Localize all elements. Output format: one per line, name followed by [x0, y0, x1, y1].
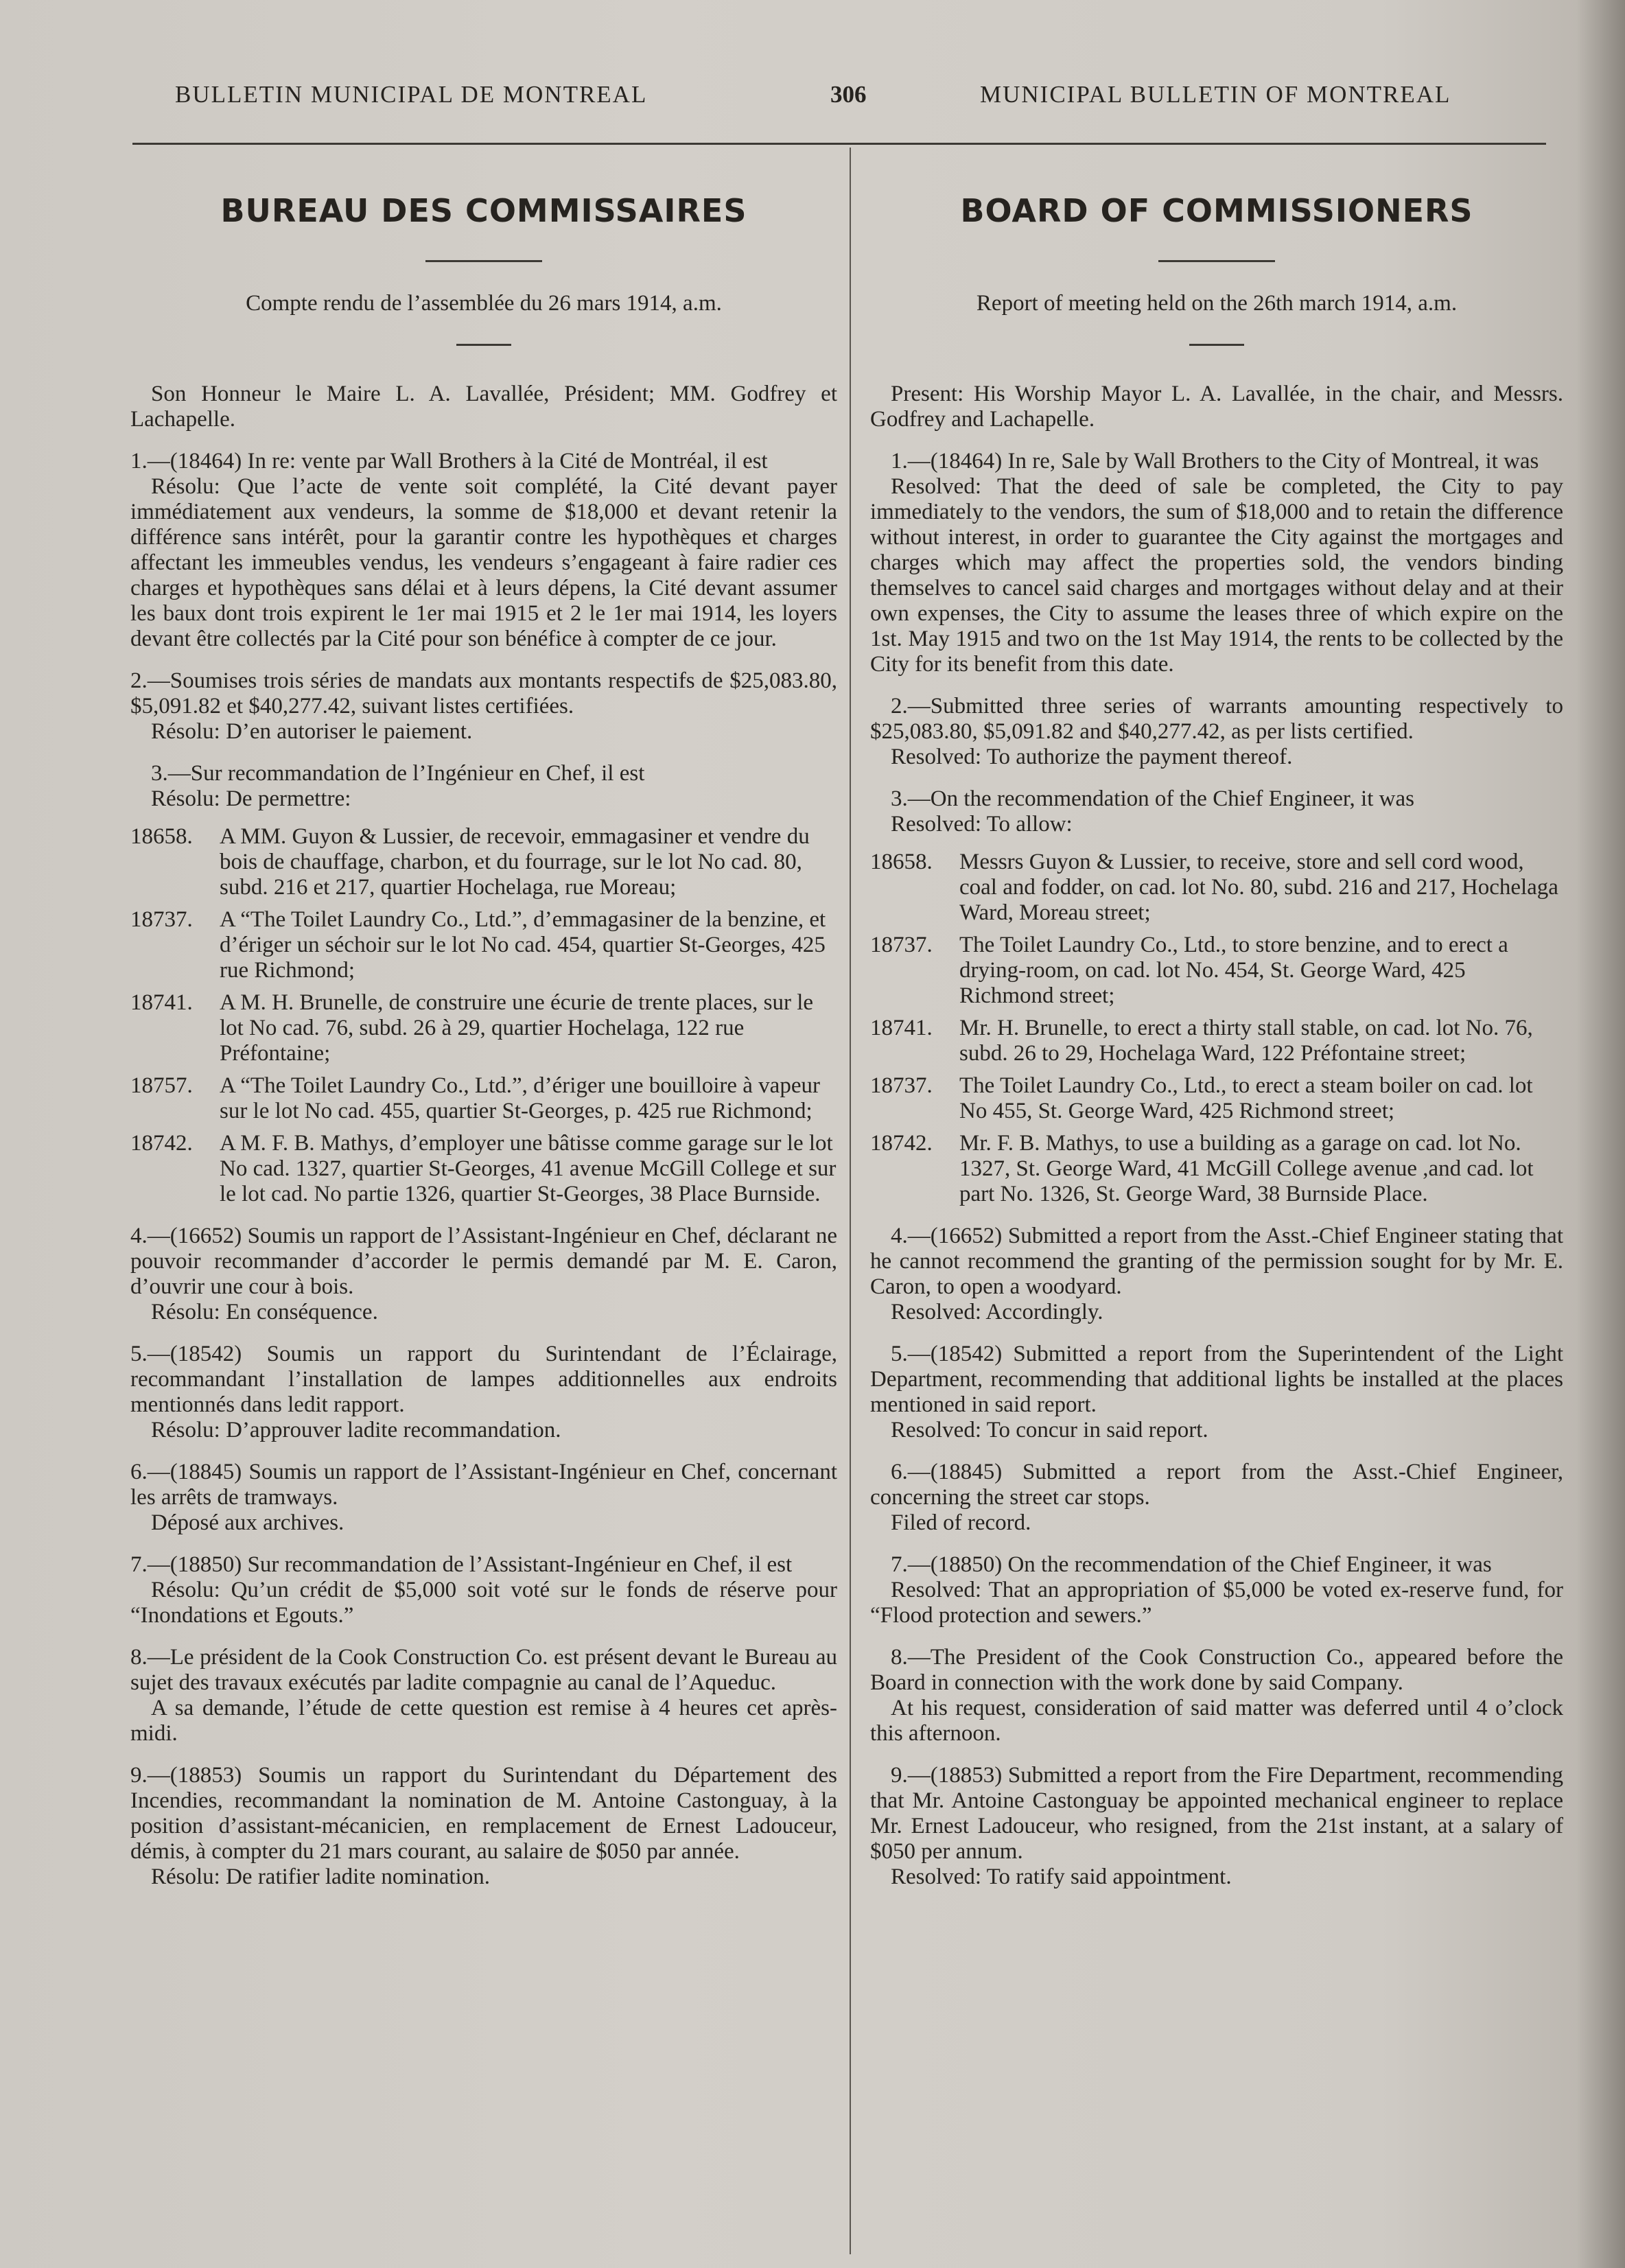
- french-item-2: 2.—Soumises trois séries de mandats aux montants respectifs de $25,083.80, $5,091.82 et $40,277.42, suivant listes certifiées.: [130, 668, 837, 718]
- permit-text: Mr. H. Brunelle, to erect a thirty stall stable, on cad. lot No. 76, subd. 26 to 29, Hochelaga Ward, 122 Préfontaine street;: [959, 1016, 1533, 1066]
- english-item-7: 7.—(18850) On the recommendation of the Chief Engineer, it was: [891, 1552, 1492, 1577]
- french-present: Son Honneur le Maire L. A. Lavallée, Président; MM. Godfrey et Lachapelle.: [130, 382, 837, 432]
- english-item-4-resolution: Resolved: Accordingly.: [891, 1300, 1103, 1324]
- english-item-3-resolution: Resolved: To allow:: [891, 812, 1073, 837]
- permit-text: The Toilet Laundry Co., Ltd., to store benzine, and to erect a drying-room, on cad. lot No. 454, St. George Ward, 425 Richmond street;: [959, 933, 1508, 1008]
- french-item-3-resolution: Résolu: De permettre:: [151, 786, 351, 811]
- permit-number: 18737.: [130, 907, 193, 932]
- english-item-6-resolution: Filed of record.: [891, 1510, 1031, 1535]
- french-item-5: 5.—(18542) Soumis un rapport du Surintendant de l’Éclairage, recommandant l’installation de lampes additionnelles aux endroits mentionnés dans ledit rapport.: [130, 1342, 837, 1417]
- english-item-1: 1.—(18464) In re, Sale by Wall Brothers to the City of Montreal, it was: [891, 449, 1539, 474]
- english-subtitle: Report of meeting held on the 26th march 1914, a.m.: [976, 291, 1458, 316]
- subtitle-rule: [1189, 344, 1244, 346]
- permit-text: A M. H. Brunelle, de construire une écurie de trente places, sur le lot No cad. 76, subd. 26 à 29, quartier Hochelaga, 122 rue Préfontaine;: [220, 990, 814, 1066]
- french-permit-entry: [130, 907, 837, 983]
- english-present: Present: His Worship Mayor L. A. Lavallée, in the chair, and Messrs. Godfrey and Lachapelle.: [870, 382, 1563, 432]
- english-permit-entry: [870, 1016, 1563, 1066]
- french-item-3: 3.—Sur recommandation de l’Ingénieur en Chef, il est: [151, 761, 645, 786]
- english-item-5-resolution: Resolved: To concur in said report.: [891, 1418, 1208, 1442]
- english-item-6: 6.—(18845) Submitted a report from the Asst.-Chief Engineer, concerning the street car stops.: [870, 1460, 1563, 1510]
- french-title: BUREAU DES COMMISSAIRES: [220, 192, 747, 229]
- english-item-4: 4.—(16652) Submitted a report from the Asst.-Chief Engineer stating that he cannot recommend the granting of the permission sought for by Mr. E. Caron, to open a woodyard.: [870, 1224, 1563, 1299]
- french-item-8-resolution: A sa demande, l’étude de cette question est remise à 4 heures cet après-midi.: [130, 1696, 837, 1746]
- english-item-9: 9.—(18853) Submitted a report from the Fire Department, recommending that Mr. Antoine Castonguay be appointed mechanical engineer to replace Mr. Ernest Ladouceur, who resigned, from the 21st instant, at a salary of $050 per annum.: [870, 1763, 1563, 1864]
- french-item-5-resolution: Résolu: D’approuver ladite recommandation.: [151, 1418, 561, 1442]
- permit-number: 18658.: [130, 824, 193, 849]
- english-item-1-resolution: Resolved: That the deed of sale be completed, the City to pay immediately to the vendors, the sum of $18,000 and to retain the difference without interest, in order to guarantee the City against the mortgages and charges which may affect the properties sold, the vendors binding themselves to cancel said charges and mortgages without delay and at their own expenses, the City to assume the leases three of which expire on the 1st. May 1915 and two on the 1st May 1914, the rents to be collected by the City for its benefit from this date.: [870, 474, 1563, 677]
- english-permit-entry: [870, 850, 1563, 926]
- permit-number: 18737.: [870, 933, 933, 957]
- french-column: [130, 178, 837, 1890]
- permit-number: 18737.: [870, 1073, 933, 1098]
- english-item-9-resolution: Resolved: To ratify said appointment.: [891, 1864, 1232, 1889]
- english-title: BOARD OF COMMISSIONERS: [960, 192, 1473, 229]
- french-item-1-resolution: Résolu: Que l’acte de vente soit complété, la Cité devant payer immédiatement aux vendeurs, la somme de $18,000 et devant retenir la différence sans intérêt, pour la garantir contre les hypothèques et charges affectant les immeubles vendus, les vendeurs s’engageant à faire radier ces charges et hypothèques sans délai et à leurs dépens, la Cité devant assumer les baux dont trois expirent le 1er mai 1915 et 2 le 1er mai 1914, les loyers devant être collectés par la Cité pour son bénéfice à compter de ce jour.: [130, 474, 837, 651]
- permit-number: 18741.: [130, 990, 193, 1015]
- french-item-6: 6.—(18845) Soumis un rapport de l’Assistant-Ingénieur en Chef, concernant les arrêts de tramways.: [130, 1460, 837, 1510]
- english-permit-entry: [870, 1131, 1563, 1207]
- permit-text: Mr. F. B. Mathys, to use a building as a garage on cad. lot No. 1327, St. George Ward, 41 McGill College avenue ,and cad. lot part No. 1326, St. George Ward, 38 Burnside Place.: [959, 1131, 1534, 1206]
- french-item-9-resolution: Résolu: De ratifier ladite nomination.: [151, 1864, 490, 1889]
- subtitle-rule: [456, 344, 511, 346]
- english-item-7-resolution: Resolved: That an appropriation of $5,000 be voted ex-reserve fund, for “Flood protection and sewers.”: [870, 1578, 1563, 1628]
- permit-text: A “The Toilet Laundry Co., Ltd.”, d’emmagasiner de la benzine, et d’ériger un séchoir sur le lot No cad. 454, quartier St-Georges, 425 rue Richmond;: [220, 907, 826, 983]
- permit-text: A M. F. B. Mathys, d’employer une bâtisse comme garage sur le lot No cad. 1327, quartier St-Georges, 41 avenue McGill College et sur le lot cad. No partie 1326, quartier St-Georges, 38 Place Burnside.: [220, 1131, 837, 1206]
- english-item-2: 2.—Submitted three series of warrants amounting respectively to $25,083.80, $5,091.82 and $40,277.42, as per lists certified.: [870, 694, 1563, 744]
- french-item-7: 7.—(18850) Sur recommandation de l’Assistant-Ingénieur en Chef, il est: [130, 1552, 793, 1577]
- english-item-5: 5.—(18542) Submitted a report from the Superintendent of the Light Department, recommending that additional lights be installed at the places mentioned in said report.: [870, 1342, 1563, 1417]
- english-column: [870, 178, 1563, 1890]
- permit-number: 18757.: [130, 1073, 193, 1098]
- english-permit-entry: [870, 933, 1563, 1009]
- english-item-8: 8.—The President of the Cook Construction Co., appeared before the Board in connection with the work done by said Company.: [870, 1645, 1563, 1695]
- french-item-7-resolution: Résolu: Qu’un crédit de $5,000 soit voté sur le fonds de réserve pour “Inondations et Egouts.”: [130, 1578, 837, 1628]
- permit-number: 18742.: [870, 1131, 933, 1156]
- french-item-4: 4.—(16652) Soumis un rapport de l’Assistant-Ingénieur en Chef, déclarant ne pouvoir recommander d’accorder le permis demandé par M. E. Caron, d’ouvrir une cour à bois.: [130, 1224, 837, 1299]
- title-rule: [1158, 260, 1275, 262]
- english-item-3: 3.—On the recommendation of the Chief Engineer, it was: [891, 786, 1414, 811]
- french-subtitle: Compte rendu de l’assemblée du 26 mars 1914, a.m.: [246, 291, 722, 316]
- running-header-english: MUNICIPAL BULLETIN OF MONTREAL: [980, 81, 1451, 108]
- french-permit-entry: [130, 824, 837, 900]
- permit-text: Messrs Guyon & Lussier, to receive, store and sell cord wood, coal and fodder, on cad. lot No. 80, subd. 216 and 217, Hochelaga Ward, Moreau street;: [959, 850, 1558, 925]
- title-rule: [425, 260, 542, 262]
- permit-text: The Toilet Laundry Co., Ltd., to erect a steam boiler on cad. lot No 455, St. George Ward, 425 Richmond street;: [959, 1073, 1533, 1123]
- french-permit-entry: [130, 990, 837, 1066]
- column-divider: [850, 148, 851, 2254]
- french-item-8: 8.—Le président de la Cook Construction Co. est présent devant le Bureau au sujet des travaux exécutés par ladite compagnie au canal de l’Aqueduc.: [130, 1645, 837, 1695]
- running-header-french: BULLETIN MUNICIPAL DE MONTREAL: [175, 81, 648, 108]
- french-item-4-resolution: Résolu: En conséquence.: [151, 1300, 378, 1324]
- english-item-8-resolution: At his request, consideration of said matter was deferred until 4 o’clock this afternoon.: [870, 1696, 1563, 1746]
- header-rule: [132, 143, 1546, 145]
- permit-number: 18658.: [870, 850, 933, 874]
- english-permit-entry: [870, 1073, 1563, 1124]
- page-number: 306: [830, 81, 867, 108]
- permit-text: A MM. Guyon & Lussier, de recevoir, emmagasiner et vendre du bois de chauffage, charbon, et du fourrage, sur le lot No cad. 80, subd. 216 et 217, quartier Hochelaga, rue Moreau;: [220, 824, 810, 900]
- french-item-6-resolution: Déposé aux archives.: [151, 1510, 344, 1535]
- french-item-2-resolution: Résolu: D’en autoriser le paiement.: [151, 719, 473, 744]
- permit-text: A “The Toilet Laundry Co., Ltd.”, d’ériger une bouilloire à vapeur sur le lot No cad. 455, quartier St-Georges, p. 425 rue Richmond;: [220, 1073, 820, 1123]
- french-item-9: 9.—(18853) Soumis un rapport du Surintendant du Département des Incendies, recommandant la nomination de M. Antoine Castonguay, à la position d’assistant-mécanicien, en remplacement de Ernest Ladouceur, démis, à compter du 21 mars courant, au salaire de $050 par année.: [130, 1763, 837, 1864]
- french-permit-entry: [130, 1073, 837, 1124]
- english-item-2-resolution: Resolved: To authorize the payment thereof.: [891, 745, 1293, 769]
- french-permit-entry: [130, 1131, 837, 1207]
- permit-number: 18741.: [870, 1016, 933, 1040]
- permit-number: 18742.: [130, 1131, 193, 1156]
- french-item-1: 1.—(18464) In re: vente par Wall Brothers à la Cité de Montréal, il est: [130, 449, 768, 474]
